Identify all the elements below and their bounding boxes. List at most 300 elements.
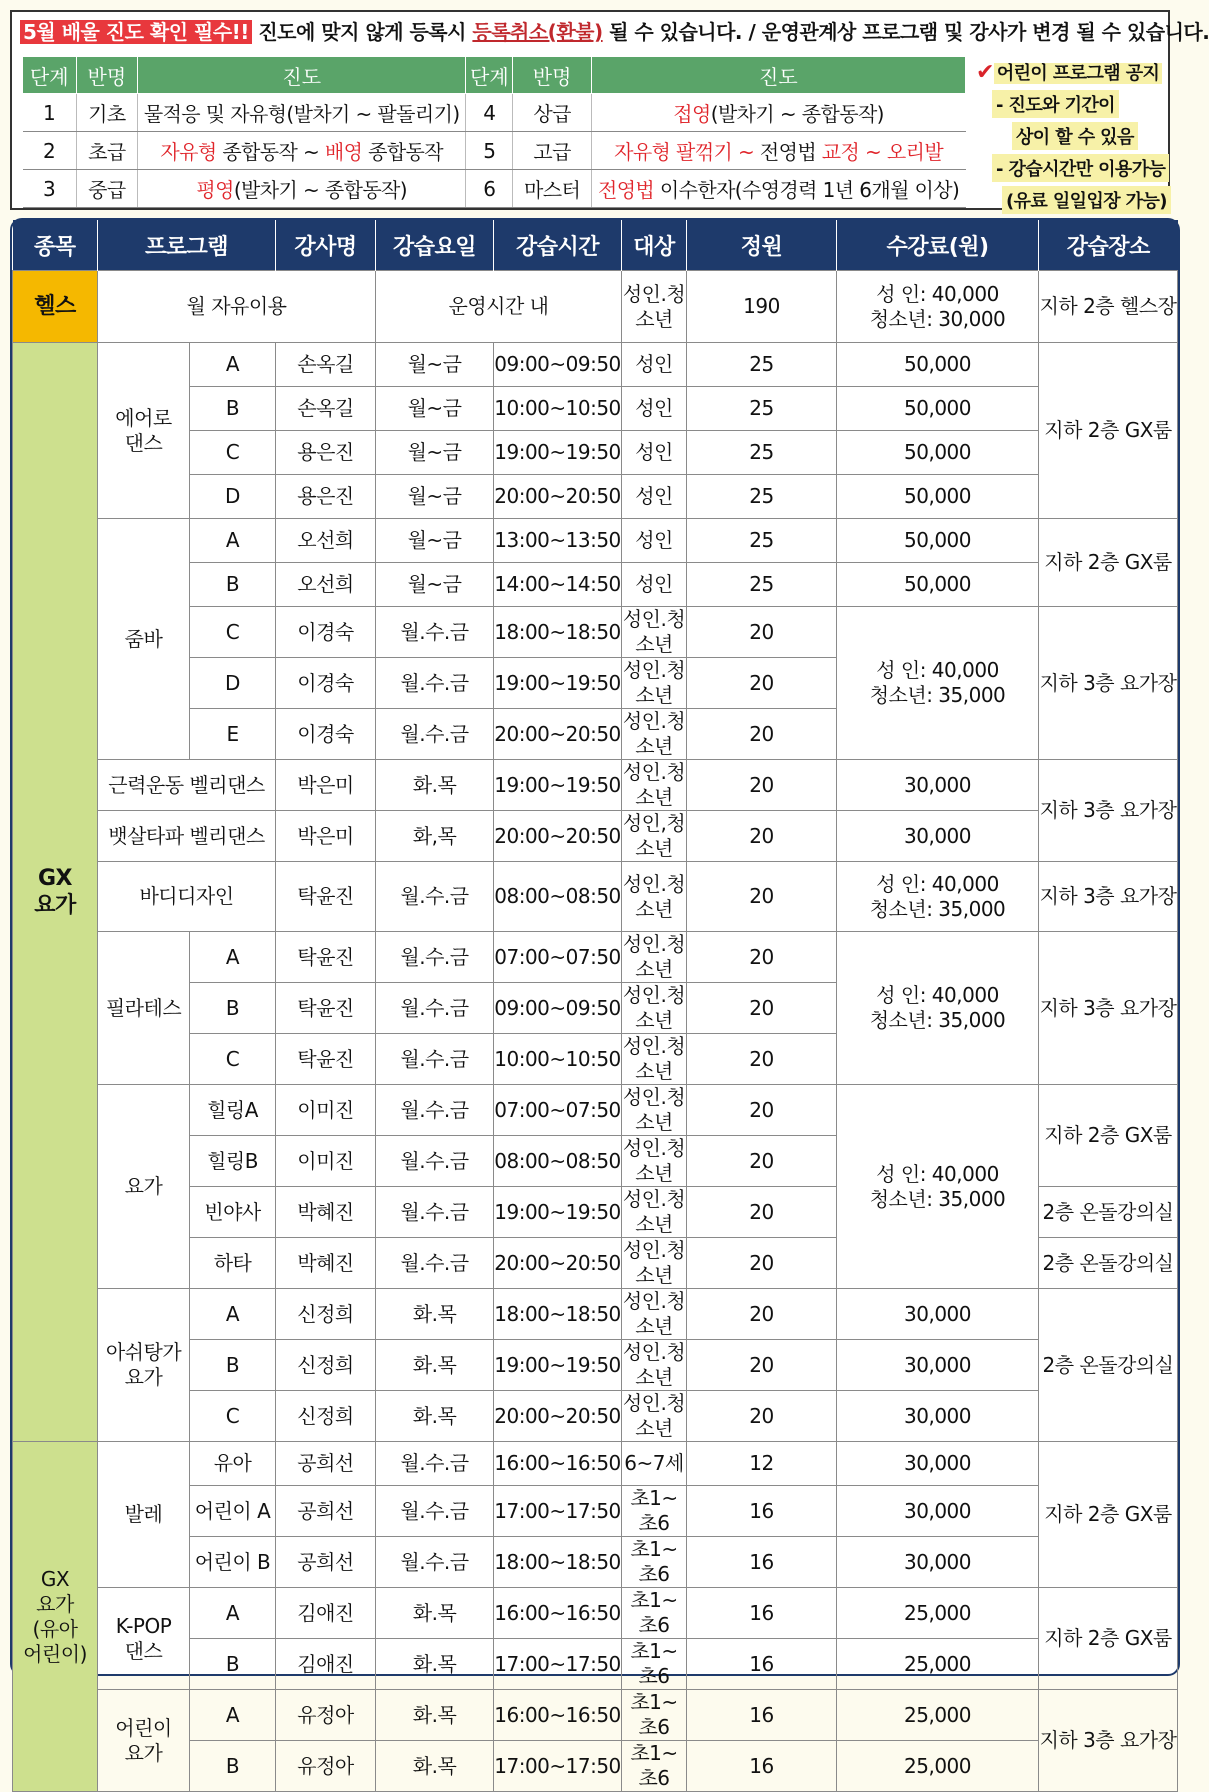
program-name: 줌바	[98, 519, 190, 760]
days: 월.수.금	[376, 658, 494, 709]
time: 16:00~16:50	[494, 1588, 622, 1639]
days: 월.수.금	[376, 862, 494, 932]
program-name: 필라테스	[98, 932, 190, 1085]
time: 19:00~19:50	[494, 1187, 622, 1238]
col-header-time: 강습시간	[494, 220, 622, 271]
time: 10:00~10:50	[494, 1034, 622, 1085]
fee-adult: 성 인: 40,000	[876, 983, 999, 1007]
notice-headline	[20, 16, 1209, 45]
class-code: A	[190, 932, 276, 983]
stage-progress	[138, 170, 466, 208]
class-code: B	[190, 563, 276, 607]
stage-step: 3	[23, 170, 77, 208]
kids-program-notice	[972, 56, 1177, 216]
category-label: GX	[37, 865, 73, 891]
fee-adult: 성 인: 40,000	[876, 1161, 999, 1186]
days: 화.목	[376, 1391, 494, 1442]
program-label: K-POP	[115, 1613, 172, 1638]
class-code: 힐링B	[190, 1136, 276, 1187]
teacher: 김애진	[276, 1588, 376, 1639]
fee: 30,000	[837, 760, 1039, 811]
program-name	[98, 1289, 190, 1442]
target: 성인.청소년	[622, 709, 686, 758]
kids-notice-line: - 진도와 기간이	[992, 90, 1119, 118]
capacity: 16	[687, 1741, 837, 1792]
target: 성인,청소년	[622, 811, 686, 860]
class-code: C	[190, 1391, 276, 1442]
stage-progress-text: 전영법	[759, 140, 822, 164]
fee: 30,000	[837, 1289, 1039, 1340]
stage-header: 진도	[138, 57, 466, 94]
teacher: 유정아	[276, 1690, 376, 1741]
teacher: 신정희	[276, 1391, 376, 1442]
class-code: A	[190, 343, 276, 387]
stage-progress-red: 자유형 팔꺾기 ~	[614, 140, 760, 164]
kids-notice-line: 상이 할 수 있음	[1012, 122, 1138, 150]
notice-text-2: 될 수 있습니다. / 운영관계상 프로그램 및 강사가 변경 될 수 있습니다.	[602, 20, 1209, 44]
time: 18:00~18:50	[494, 1537, 622, 1588]
target: 성인.청소년	[622, 862, 687, 932]
target: 성인	[622, 563, 687, 607]
class-code: B	[190, 387, 276, 431]
notice-box	[10, 10, 1209, 212]
col-header-capacity: 정원	[687, 220, 837, 271]
fee-youth: 청소년: 35,000	[869, 1008, 1006, 1032]
notice-highlight: 5월 배울 진도 확인 필수!!	[20, 20, 252, 44]
place: 지하 3층 요가장	[1039, 607, 1178, 760]
col-header-place: 강습장소	[1039, 220, 1178, 271]
fee	[837, 607, 1039, 760]
header-row	[13, 220, 1178, 271]
time: 08:00~08:50	[494, 1136, 622, 1187]
class-code: C	[190, 1034, 276, 1085]
fee-youth: 청소년: 35,000	[869, 1186, 1006, 1211]
stage-step: 1	[23, 94, 77, 132]
stage-class: 고급	[513, 132, 591, 170]
stage-progress	[591, 132, 965, 170]
table-row	[13, 760, 1178, 811]
fee-youth: 청소년: 30,000	[869, 306, 1006, 331]
place: 지하 3층 요가장	[1039, 932, 1178, 1085]
fee-adult: 성 인: 40,000	[876, 658, 999, 682]
teacher: 박은미	[276, 811, 376, 862]
days: 월.수.금	[376, 1486, 494, 1537]
swim-stage-table	[22, 56, 966, 208]
class-code: B	[190, 1639, 276, 1690]
place: 지하 3층 요가장	[1039, 1690, 1178, 1792]
class-code: A	[190, 1690, 276, 1741]
days: 화.목	[376, 1741, 494, 1792]
target: 6~7세	[622, 1442, 687, 1486]
time: 20:00~20:50	[494, 811, 622, 862]
capacity: 20	[687, 1187, 837, 1238]
target: 성인	[622, 387, 687, 431]
time: 13:00~13:50	[494, 519, 622, 563]
program-name: 뱃살타파 벨리댄스	[98, 811, 276, 862]
program-label: 어린이	[115, 1715, 172, 1740]
time: 07:00~07:50	[494, 932, 622, 983]
target: 성인	[622, 519, 687, 563]
table-row	[13, 1588, 1178, 1639]
target: 성인.청소년	[622, 1289, 686, 1338]
stage-step: 5	[466, 132, 513, 170]
class-code: 힐링A	[190, 1085, 276, 1136]
capacity: 190	[687, 271, 837, 343]
target: 초1~초6	[622, 1639, 687, 1690]
target: 초1~초6	[622, 1588, 687, 1639]
time: 09:00~09:50	[494, 983, 622, 1034]
stage-progress	[591, 170, 965, 208]
target: 성인.청소년	[622, 760, 686, 809]
program-label: 요가	[124, 1365, 163, 1389]
teacher: 공희선	[276, 1442, 376, 1486]
category-label: 요가	[36, 1591, 74, 1616]
capacity: 25	[687, 431, 837, 475]
capacity: 25	[687, 475, 837, 519]
teacher: 용은진	[276, 431, 376, 475]
time: 16:00~16:50	[494, 1690, 622, 1741]
program-name: 바디디자인	[98, 862, 276, 932]
teacher: 이경숙	[276, 658, 376, 709]
fee	[837, 862, 1039, 932]
stage-class: 마스터	[513, 170, 591, 208]
class-code: C	[190, 607, 276, 658]
time: 20:00~20:50	[494, 709, 622, 760]
target: 초1~초6	[622, 1537, 687, 1588]
capacity: 16	[687, 1639, 837, 1690]
target: 성인	[622, 431, 687, 475]
stage-progress-text: 종합동작	[362, 140, 443, 164]
table-row	[13, 932, 1178, 983]
time: 운영시간 내	[376, 271, 622, 343]
days: 월.수.금	[376, 1442, 494, 1486]
col-header-days: 강습요일	[376, 220, 494, 271]
capacity: 20	[687, 607, 837, 658]
time: 17:00~17:50	[494, 1639, 622, 1690]
target: 성인.청소년	[622, 271, 687, 343]
col-header-target: 대상	[622, 220, 687, 271]
fee-youth: 청소년: 35,000	[869, 683, 1006, 707]
days: 월~금	[376, 475, 494, 519]
capacity: 20	[687, 1391, 837, 1442]
program-label: 요가	[124, 1740, 163, 1765]
stage-progress: 물적응 및 자유형(발차기 ~ 팔돌리기)	[138, 94, 466, 132]
teacher: 박은미	[276, 760, 376, 811]
kids-notice-line: - 강습시간만 이용가능	[992, 154, 1169, 182]
teacher: 신정희	[276, 1289, 376, 1340]
program-name: 월 자유이용	[98, 271, 376, 343]
time: 20:00~20:50	[494, 1391, 622, 1442]
capacity: 25	[687, 343, 837, 387]
class-code: B	[190, 1741, 276, 1792]
stage-row	[23, 94, 966, 132]
program-label: 댄스	[124, 430, 163, 455]
stage-progress-red: 배영	[324, 140, 363, 164]
days: 화.목	[376, 1289, 494, 1340]
time: 17:00~17:50	[494, 1486, 622, 1537]
capacity: 25	[687, 563, 837, 607]
schedule-panel	[10, 218, 1180, 1790]
days: 월.수.금	[376, 1187, 494, 1238]
class-code: B	[190, 1340, 276, 1391]
class-code: 어린이 B	[190, 1537, 276, 1588]
class-code: A	[190, 519, 276, 563]
fee: 30,000	[837, 1391, 1039, 1442]
days: 화.목	[376, 760, 494, 811]
table-row	[13, 1289, 1178, 1340]
teacher: 유정아	[276, 1741, 376, 1792]
stage-progress	[591, 94, 965, 132]
kids-notice-line: (유료 일일입장 가능)	[1002, 186, 1171, 214]
capacity: 20	[687, 1085, 837, 1136]
class-code: A	[190, 1289, 276, 1340]
category-label: (유아	[32, 1616, 78, 1641]
col-header-fee: 수강료(원)	[837, 220, 1039, 271]
capacity: 20	[687, 709, 837, 760]
fee: 50,000	[837, 519, 1039, 563]
time: 07:00~07:50	[494, 1085, 622, 1136]
days: 화.목	[376, 1639, 494, 1690]
class-code: 어린이 A	[190, 1486, 276, 1537]
table-row	[13, 1085, 1178, 1136]
days: 월.수.금	[376, 1085, 494, 1136]
stage-header: 반명	[513, 57, 591, 94]
fee: 25,000	[837, 1588, 1039, 1639]
stage-class: 상급	[513, 94, 591, 132]
days: 월~금	[376, 563, 494, 607]
fee: 50,000	[837, 387, 1039, 431]
table-row	[13, 271, 1178, 343]
stage-class: 기초	[76, 94, 138, 132]
col-header-program: 프로그램	[98, 220, 276, 271]
place: 2층 온돌강의실	[1039, 1187, 1178, 1238]
teacher: 공희선	[276, 1486, 376, 1537]
program-name: 근력운동 벨리댄스	[98, 760, 276, 811]
fee: 50,000	[837, 475, 1039, 519]
place: 지하 2층 GX룸	[1039, 1588, 1178, 1690]
teacher: 공희선	[276, 1537, 376, 1588]
days: 월.수.금	[376, 607, 494, 658]
fee-adult: 성 인: 40,000	[876, 281, 999, 306]
table-row	[13, 1442, 1178, 1486]
stage-progress-red: 평영	[196, 178, 234, 202]
table-row	[13, 862, 1178, 932]
class-code: 빈야사	[190, 1187, 276, 1238]
capacity: 20	[687, 1034, 837, 1085]
teacher: 탁윤진	[276, 983, 376, 1034]
stage-step: 4	[466, 94, 513, 132]
checkmark-icon: ✔	[976, 60, 994, 85]
stage-progress-red: 전영법	[597, 178, 655, 202]
col-header-category: 종목	[13, 220, 98, 271]
capacity: 25	[687, 387, 837, 431]
capacity: 20	[687, 1238, 837, 1289]
stage-class: 중급	[76, 170, 138, 208]
target: 성인.청소년	[622, 1034, 686, 1083]
time: 18:00~18:50	[494, 1289, 622, 1340]
fee-youth: 청소년: 35,000	[869, 896, 1006, 921]
days: 월.수.금	[376, 709, 494, 760]
stage-progress-text: 종합동작 ~	[216, 140, 325, 164]
kids-notice-title: 어린이 프로그램 공지	[994, 63, 1162, 84]
category-label: 요가	[34, 893, 76, 918]
days: 월~금	[376, 519, 494, 563]
time: 09:00~09:50	[494, 343, 622, 387]
time: 18:00~18:50	[494, 607, 622, 658]
class-code: 유아	[190, 1442, 276, 1486]
program-label: 아쉬탕가	[105, 1340, 182, 1364]
target: 초1~초6	[622, 1741, 687, 1792]
capacity: 20	[687, 1289, 837, 1340]
category-label: GX	[40, 1566, 70, 1591]
target: 성인.청소년	[622, 932, 686, 981]
time: 20:00~20:50	[494, 475, 622, 519]
teacher: 김애진	[276, 1639, 376, 1690]
fee: 50,000	[837, 343, 1039, 387]
category-gx-kids	[13, 1442, 98, 1792]
table-row	[13, 519, 1178, 563]
teacher: 손옥길	[276, 343, 376, 387]
col-header-teacher: 강사명	[276, 220, 376, 271]
teacher: 박혜진	[276, 1187, 376, 1238]
days: 월.수.금	[376, 983, 494, 1034]
place: 지하 2층 GX룸	[1039, 1442, 1178, 1588]
time: 19:00~19:50	[494, 431, 622, 475]
time: 20:00~20:50	[494, 1238, 622, 1289]
capacity: 12	[687, 1442, 837, 1486]
time: 10:00~10:50	[494, 387, 622, 431]
category-label: 어린이)	[23, 1641, 87, 1666]
capacity: 20	[687, 811, 837, 862]
time: 17:00~17:50	[494, 1741, 622, 1792]
teacher: 손옥길	[276, 387, 376, 431]
fee	[837, 932, 1039, 1085]
fee: 30,000	[837, 1486, 1039, 1537]
table-row	[13, 343, 1178, 387]
target: 성인.청소년	[622, 1136, 686, 1185]
program-name	[98, 1588, 190, 1690]
days: 월.수.금	[376, 1238, 494, 1289]
target: 초1~초6	[622, 1690, 687, 1741]
time: 19:00~19:50	[494, 658, 622, 709]
target: 성인.청소년	[622, 1085, 686, 1134]
days: 월~금	[376, 343, 494, 387]
teacher: 오선희	[276, 563, 376, 607]
category-gx-yoga	[13, 343, 98, 1442]
stage-progress-red: 자유형	[160, 140, 217, 164]
fee: 50,000	[837, 563, 1039, 607]
time: 19:00~19:50	[494, 760, 622, 811]
teacher: 이경숙	[276, 607, 376, 658]
time: 16:00~16:50	[494, 1442, 622, 1486]
target: 성인.청소년	[622, 607, 686, 656]
teacher: 오선희	[276, 519, 376, 563]
class-code: E	[190, 709, 276, 760]
target: 초1~초6	[622, 1486, 687, 1537]
capacity: 20	[687, 1136, 837, 1187]
class-code: D	[190, 658, 276, 709]
notice-text: 진도에 맞지 않게 등록시	[251, 20, 473, 44]
capacity: 25	[687, 519, 837, 563]
stage-header: 진도	[591, 57, 965, 94]
class-code: D	[190, 475, 276, 519]
capacity: 20	[687, 983, 837, 1034]
days: 화,목	[376, 811, 494, 862]
place: 지하 3층 요가장	[1039, 862, 1178, 932]
teacher: 이미진	[276, 1136, 376, 1187]
fee: 25,000	[837, 1741, 1039, 1792]
table-row	[13, 1690, 1178, 1741]
target: 성인	[622, 343, 687, 387]
target: 성인	[622, 475, 687, 519]
place: 지하 2층 GX룸	[1039, 343, 1178, 519]
teacher: 이경숙	[276, 709, 376, 760]
class-code: B	[190, 983, 276, 1034]
fee: 30,000	[837, 1442, 1039, 1486]
fee	[837, 271, 1039, 343]
class-code: 하타	[190, 1238, 276, 1289]
target: 성인.청소년	[622, 658, 686, 707]
teacher: 탁윤진	[276, 932, 376, 983]
fee-adult: 성 인: 40,000	[876, 871, 999, 896]
place: 2층 온돌강의실	[1039, 1238, 1178, 1289]
place: 지하 2층 헬스장	[1039, 271, 1178, 343]
days: 화.목	[376, 1340, 494, 1391]
teacher: 용은진	[276, 475, 376, 519]
program-name	[98, 343, 190, 519]
capacity: 16	[687, 1588, 837, 1639]
target: 성인.청소년	[622, 1238, 686, 1287]
notice-refund: 등록취소(환불)	[472, 20, 603, 44]
capacity: 20	[687, 760, 837, 811]
schedule-table	[12, 220, 1178, 1792]
stage-step: 2	[23, 132, 77, 170]
time: 19:00~19:50	[494, 1340, 622, 1391]
fee	[837, 1085, 1039, 1289]
stage-header: 단계	[23, 57, 77, 94]
fee: 50,000	[837, 431, 1039, 475]
stage-progress-red: 접영	[673, 102, 711, 126]
fee: 25,000	[837, 1690, 1039, 1741]
class-code: C	[190, 431, 276, 475]
target: 성인.청소년	[622, 1187, 686, 1236]
capacity: 16	[687, 1537, 837, 1588]
capacity: 16	[687, 1486, 837, 1537]
days: 월.수.금	[376, 1537, 494, 1588]
days: 월.수.금	[376, 932, 494, 983]
target: 성인.청소년	[622, 1340, 686, 1389]
stage-row	[23, 170, 966, 208]
days: 화.목	[376, 1690, 494, 1741]
fee: 30,000	[837, 811, 1039, 862]
fee: 25,000	[837, 1639, 1039, 1690]
time: 14:00~14:50	[494, 563, 622, 607]
category-health: 헬스	[13, 271, 98, 343]
days: 월.수.금	[376, 1136, 494, 1187]
days: 월~금	[376, 431, 494, 475]
place: 지하 3층 요가장	[1039, 760, 1178, 862]
days: 월.수.금	[376, 1034, 494, 1085]
capacity: 20	[687, 862, 837, 932]
stage-header: 반명	[76, 57, 138, 94]
stage-class: 초급	[76, 132, 138, 170]
stage-progress-red: 교정 ~ 오리발	[821, 140, 944, 164]
teacher: 신정희	[276, 1340, 376, 1391]
capacity: 16	[687, 1690, 837, 1741]
days: 화.목	[376, 1588, 494, 1639]
capacity: 20	[687, 932, 837, 983]
fee: 30,000	[837, 1537, 1039, 1588]
